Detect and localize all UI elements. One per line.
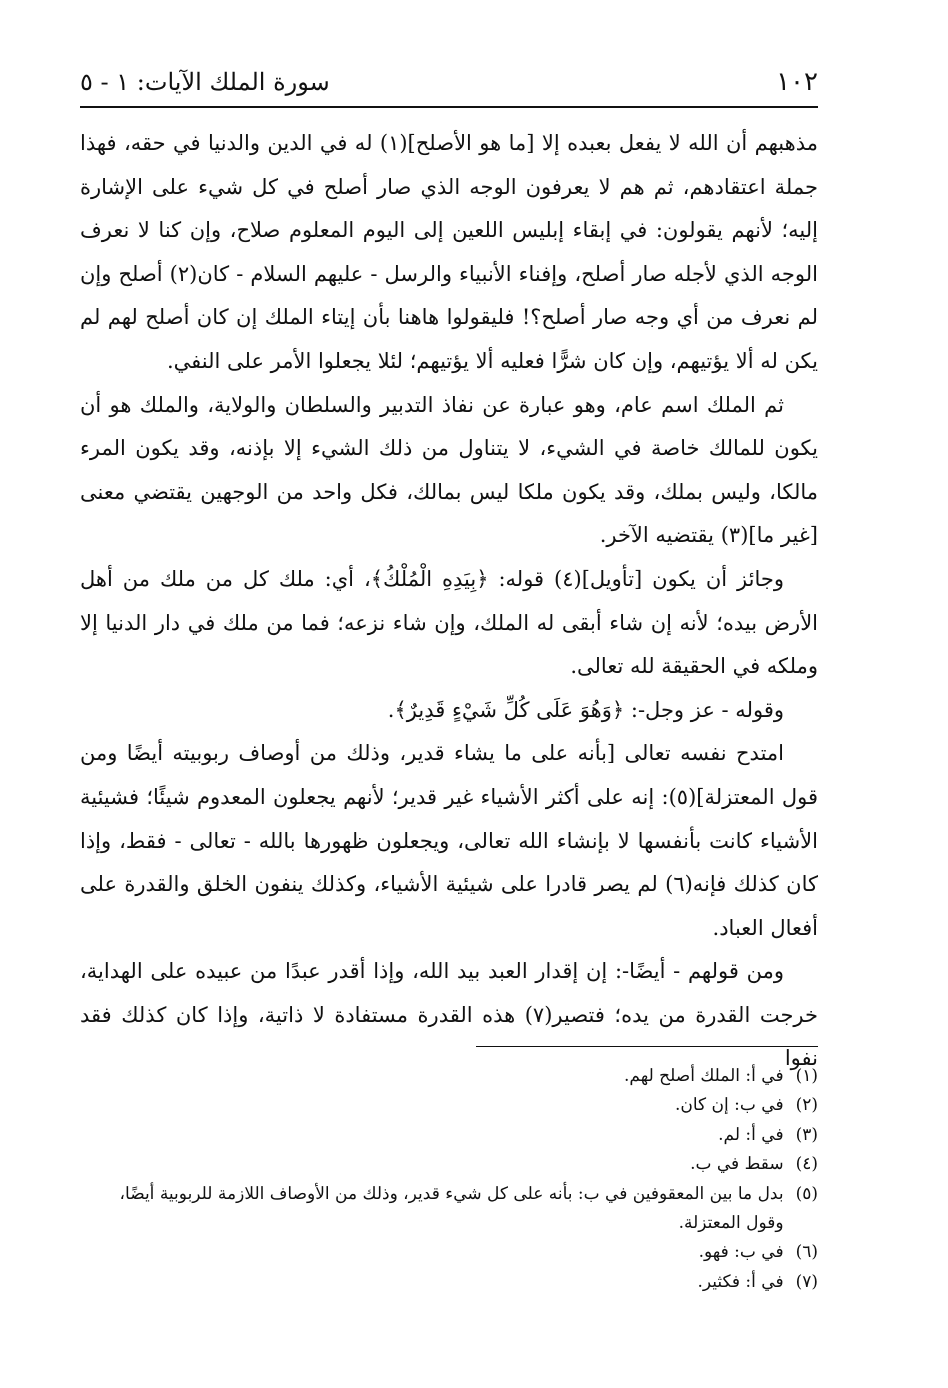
footnote-5 xyxy=(80,1180,818,1239)
footnote-number: (٥) xyxy=(795,1183,818,1204)
footnote-number: (٢) xyxy=(795,1095,818,1116)
footnote-4 xyxy=(80,1150,818,1179)
footnote-text: في أ: الملك أصلح لهم. xyxy=(624,1066,784,1086)
paragraph-6: ومن قولهم - أيضًا-: إن إقدار العبد بيد الله، وإذا أقدر عبدًا من عبيده على الهداية، خرجت القدرة من يده؛ فتصير(٧) هذه القدرة مستفادة لا ذاتية، وإذا كان كذلك فقد نفوا xyxy=(80,959,818,1071)
footnote-text: بدل ما بين المعقوفين في ب: بأنه على كل شيء قدير، وذلك من الأوصاف اللازمة للربوبية أيضًا، وقول المعتزلة. xyxy=(119,1183,784,1234)
footnote-text: في أ: فكثير. xyxy=(697,1271,784,1292)
paragraph-3: وجائز أن يكون [تأويل](٤) قوله: ﴿بِيَدِهِ الْمُلْكُ﴾، أي: ملك كل من ملك من أهل الأرض بيده؛ لأنه إن شاء أبقى له الملك، وإن شاء نزعه؛ فما من ملك في دار الدنيا إلا وملكه في الحقيقة لله تعالى. xyxy=(80,566,818,679)
footnote-2 xyxy=(80,1091,818,1120)
footnote-text: في ب: إن كان. xyxy=(674,1095,784,1116)
footnotes xyxy=(80,1062,818,1297)
footnote-7 xyxy=(80,1268,818,1297)
paragraph-1: مذهبهم أن الله لا يفعل بعبده إلا [ما هو الأصلح](١) له في الدين والدنيا في حقه، فهذا جملة اعتقادهم، ثم هم لا يعرفون الوجه الذي صار أصلح في كل شيء على الإشارة إليه؛ لأنهم يقولون: في إبقاء إبليس اللعين إلى اليوم المعلوم صلاح، وإن كنا لا نعرف الوجه الذي لأجله صار أصلح، وإفناء الأنبياء والرسل - عليهم السلام - كان(٢) أصلح وإن لم نعرف من أي وجه صار أصلح؟! فليقولوا هاهنا بأن إيتاء الملك إن كان أصلح لهم لم يكن له ألا يؤتيهم، وإن كان شرًّا فعليه ألا يؤتيهم؛ لئلا يجعلوا الأمر على النفي. xyxy=(80,131,818,373)
page-header xyxy=(80,62,818,102)
header-divider xyxy=(80,106,818,108)
page-number: ١٠٢ xyxy=(776,67,818,97)
footnote-1 xyxy=(80,1062,818,1091)
footnote-3 xyxy=(80,1121,818,1150)
footnote-number: (٦) xyxy=(795,1242,818,1263)
footnote-number: (١) xyxy=(795,1066,818,1086)
footnote-text: في أ: لم. xyxy=(718,1124,784,1145)
main-text xyxy=(80,122,818,1081)
footnote-6 xyxy=(80,1238,818,1267)
paragraph-4: وقوله - عز وجل-: ﴿وَهُوَ عَلَى كُلِّ شَيْءٍ قَدِيرٌ﴾. xyxy=(387,697,784,722)
footnote-number: (٧) xyxy=(795,1271,818,1292)
footnote-number: (٤) xyxy=(795,1154,818,1175)
paragraph-2: ثم الملك اسم عام، وهو عبارة عن نفاذ التدبير والسلطان والولاية، والملك هو أن يكون للمالك خاصة في الشيء، لا يتناول من ذلك الشيء إلا بإذنه، وقد يكون المرء مالكا، وليس بملك، وقد يكون ملكا ليس بمالك، فكل واحد من الوجهين يقتضي معنى [غير ما](٣) يقتضيه الآخر. xyxy=(80,392,818,548)
footnote-text: سقط في ب. xyxy=(690,1154,784,1175)
footnote-divider xyxy=(476,1046,818,1047)
footnote-number: (٣) xyxy=(795,1124,818,1145)
paragraph-5: امتدح نفسه تعالى [بأنه على ما يشاء قدير، وذلك من أوصاف ربوبيته أيضًا ومن قول المعتزلة](٥): إنه على أكثر الأشياء غير قدير؛ لأنهم يجعلون المعدوم شيئًا؛ فشيئية الأشياء كانت بأنفسها لا بإنشاء الله تعالى، ويجعلون ظهورها بالله - تعالى - فقط، وإذا كان كذلك فإنه(٦) لم يصر قادرا على شيئية الأشياء، وكذلك ينفون الخلق والقدرة على أفعال العباد. xyxy=(80,741,818,940)
footnote-text: في ب: فهو. xyxy=(698,1242,784,1263)
running-title: سورة الملك الآيات: ١ - ٥ xyxy=(80,68,330,96)
